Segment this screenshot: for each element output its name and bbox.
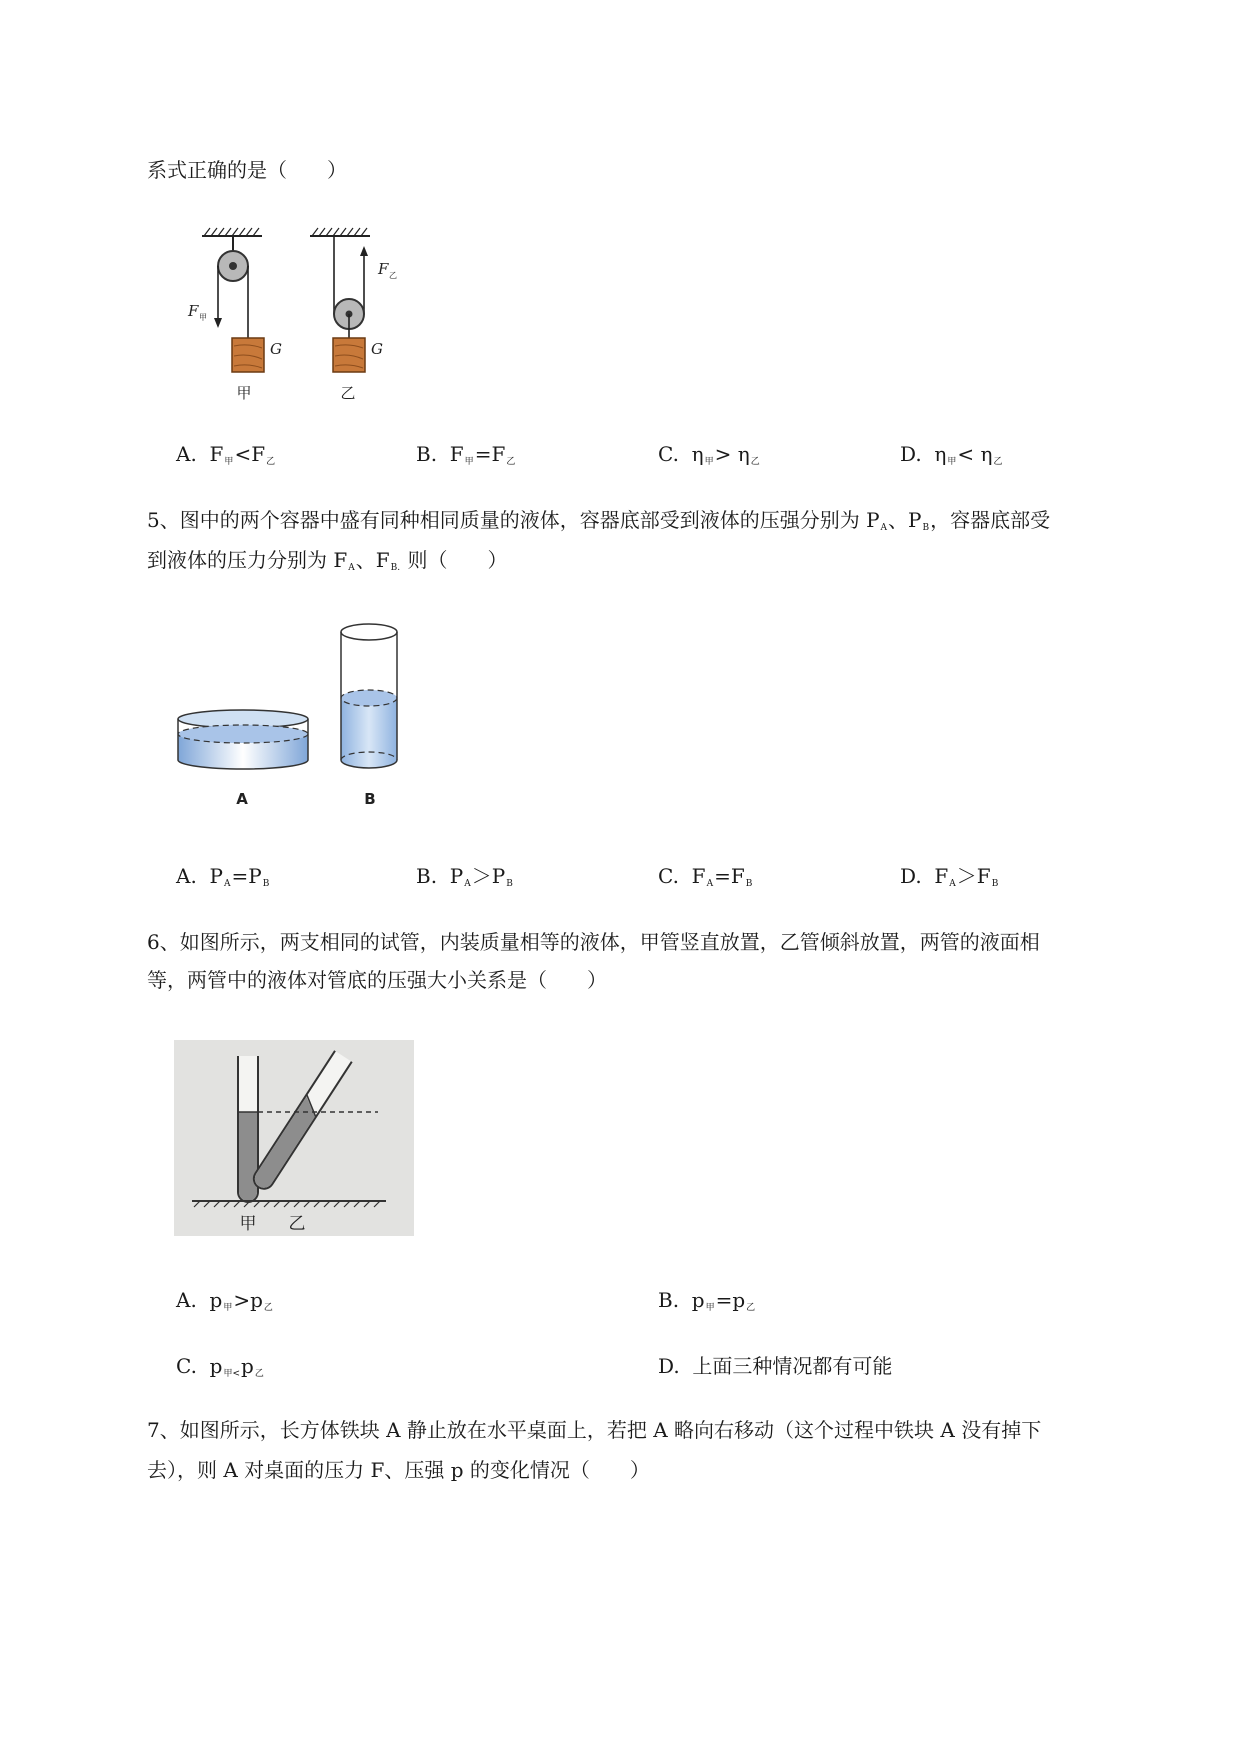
- q5-stem-line1: 5、图中的两个容器中盛有同种相同质量的液体，容器底部受到液体的压强分别为 $P_A$、$P_B$，容器底部受: [147, 508, 1051, 533]
- q6-option-a[interactable]: A. $p_甲>p_乙$: [176, 1288, 273, 1313]
- q4-pulley-figure: [180, 226, 440, 406]
- movable-pulley-diagram: [310, 228, 397, 402]
- svg-text:G: G: [371, 340, 383, 358]
- q5-option-b[interactable]: B. $P_A>P_B$: [416, 864, 513, 889]
- q6-option-d[interactable]: D. 上面三种情况都有可能: [658, 1354, 893, 1378]
- svg-text:G: G: [270, 340, 282, 358]
- svg-text:甲: 甲: [239, 1214, 257, 1234]
- svg-text:乙: 乙: [288, 1214, 306, 1234]
- container-a: [178, 710, 308, 808]
- q4-option-c[interactable]: C. $\eta_甲> \eta_乙$: [658, 442, 760, 467]
- fixed-pulley-diagram: [187, 228, 282, 402]
- q5-stem-line2: 到液体的压力分别为 $F_A$、$F_{B.}$ 则（ ）: [147, 548, 508, 573]
- q4-option-d[interactable]: D. $\eta_甲< \eta_乙$: [900, 442, 1003, 467]
- svg-text:甲: 甲: [199, 313, 207, 322]
- q6-test-tube-photo: [174, 1040, 414, 1236]
- q6-stem-line1: 6、如图所示，两支相同的试管，内装质量相等的液体，甲管竖直放置，乙管倾斜放置，两管的液面相: [147, 930, 1040, 954]
- container-b: [341, 624, 397, 808]
- label-yi: 乙: [340, 384, 356, 402]
- label-b: B: [364, 790, 376, 808]
- label-jia: 甲: [236, 384, 252, 402]
- q4-option-a[interactable]: A. $F_甲<F_乙$: [176, 442, 276, 467]
- q4-option-b[interactable]: B. $F_甲=F_乙$: [416, 442, 516, 467]
- q7-stem-line1: 7、如图所示，长方体铁块 A 静止放在水平桌面上，若把 A 略向右移动（这个过程中铁块 A 没有掉下: [147, 1418, 1042, 1442]
- svg-text:F: F: [188, 302, 199, 320]
- q6-option-b[interactable]: B. $p_甲=p_乙$: [658, 1288, 756, 1313]
- q7-stem-line2: 去），则 A 对桌面的压力 F、压强 p 的变化情况（ ）: [147, 1458, 650, 1482]
- q4-stem-tail: 系式正确的是（ ）: [147, 158, 347, 182]
- svg-text:乙: 乙: [389, 271, 397, 280]
- label-a: A: [236, 790, 248, 808]
- q5-option-a[interactable]: A. $P_A=P_B$: [176, 864, 270, 889]
- q5-container-figure: [170, 622, 420, 818]
- tube-yi: [250, 1051, 352, 1193]
- q5-option-d[interactable]: D. $F_A>F_B$: [900, 864, 999, 889]
- svg-text:F: F: [378, 260, 389, 278]
- q6-option-c[interactable]: C. $p_{甲<}p_乙$: [176, 1354, 264, 1379]
- q6-stem-line2: 等，两管中的液体对管底的压强大小关系是（ ）: [147, 968, 607, 992]
- q5-option-c[interactable]: C. $F_A=F_B$: [658, 864, 753, 889]
